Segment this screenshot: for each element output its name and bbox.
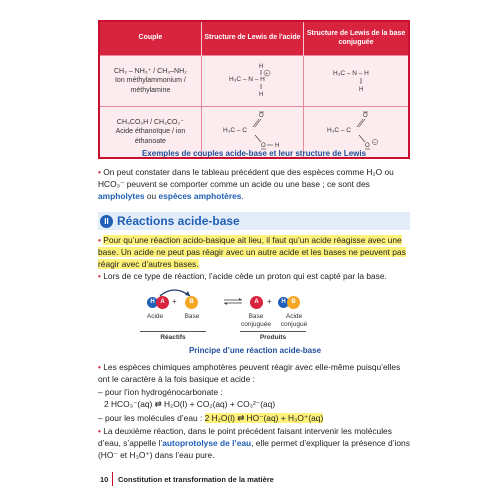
species-a-conj-base: A [250, 296, 263, 309]
paragraph-rule [98, 234, 412, 270]
paragraph-text: La deuxième réaction, dans le point précédent faisant intervenir les molécules d’eau, s’appelle l’ [98, 426, 392, 448]
paragraph-text: Lors de ce type de réaction, l’acide cède un proton qui est capté par la base. [103, 271, 387, 281]
table-row [99, 56, 409, 107]
proton-h-acid: H [147, 297, 158, 308]
couple-formula: CH₃CO₂H / CH₃CO₂⁻ [116, 118, 184, 126]
species-a-acid: A [156, 296, 169, 309]
line-water [98, 412, 323, 424]
highlighted-text: Pour qu’une réaction acido-basique ait lieu, il faut qu’un acide réagisse avec une base. Un acide ne peut pas réagir avec un autre acide et les bases ne peuvent pas réagir avec d’autres bases. [98, 235, 406, 269]
lewis-structure-methylammonium [207, 59, 297, 99]
paragraph-text: – pour les molécules d’eau : [98, 413, 205, 423]
lewis-table [98, 20, 410, 159]
table-header-couple: Couple [99, 21, 201, 56]
label-produits: Produits [259, 334, 287, 341]
table-header-acid: Structure de Lewis de l'acide [201, 21, 303, 56]
svg-text:O: O [363, 113, 368, 120]
svg-text:O: O [261, 143, 267, 150]
couple-name: Acide éthanoïque / ion éthanoate [115, 128, 186, 145]
table-caption: Exemples de couples acide-base et leur structure de Lewis [141, 149, 367, 158]
diagram-caption: Principe d’une réaction acide-base [188, 346, 322, 355]
section-title [100, 214, 240, 228]
term-autoprotolyse: autoprotolyse de l’eau [162, 438, 252, 448]
paragraph-text: . [241, 191, 244, 201]
table-cell-base [304, 56, 409, 107]
plus-sign: + [267, 297, 272, 306]
lewis-structure-ethanoic-acid [207, 109, 297, 151]
paragraph-text: , elle permet d’expliquer la présence d’ions (HO⁻ et H₃O⁺) dans l’eau pure. [98, 438, 410, 460]
label-acide-conjugue: Acide conjugué [280, 313, 308, 328]
plus-sign: + [172, 297, 177, 306]
equation-water: 2 H₂O(l) ⇄ HO⁻(aq) + H₃O⁺(aq) [204, 413, 324, 423]
bullet-icon: • [98, 271, 101, 281]
footer-title: Constitution et transformation de la matière [118, 475, 274, 484]
products-bracket [240, 331, 306, 332]
table-cell-couple [99, 56, 201, 107]
svg-text:H: H [275, 143, 280, 150]
couple-name: Ion méthylammonium / méthylamine [114, 77, 186, 94]
svg-text:H: H [359, 87, 364, 94]
line-hydrogenocarbonate: – pour l’ion hydrogénocarbonate : [98, 387, 223, 397]
svg-text:H: H [259, 64, 264, 71]
svg-text:+: + [265, 71, 269, 78]
svg-text:−: − [373, 140, 377, 147]
label-acide: Acide [146, 313, 164, 320]
equation-hco3: 2 HCO₃⁻(aq) ⇄ H₂O(l) + CO₂(aq) + CO₃²⁻(aq) [104, 399, 276, 409]
footer-divider [112, 472, 113, 486]
reactants-bracket [140, 331, 206, 332]
paragraph-ampholytes [98, 166, 412, 202]
paragraph-text: On peut constater dans le tableau précédent que des espèces comme H₂O ou HCO₃⁻ peuvent se comporter comme un acide ou une base ; ce sont des [98, 167, 394, 189]
section-title-text: Réactions acide-base [117, 214, 240, 228]
table-cell-acid [201, 56, 303, 107]
bullet-icon: • [98, 235, 101, 245]
term-ampholytes: ampholytes [98, 191, 145, 201]
proton-h-conj-acid: H [278, 297, 289, 308]
proton-transfer-arrow [160, 290, 190, 296]
acid-structure-text: H₃C – C [223, 127, 248, 135]
svg-text:H: H [259, 92, 264, 99]
paragraph-text: Les espèces chimiques amphotères peuvent réagir avec elle-même puisqu’elles ont le caractère à la fois basique et acide : [98, 362, 401, 384]
section-number: II [100, 215, 113, 228]
label-base: Base [184, 313, 200, 320]
bullet-icon: • [98, 362, 101, 372]
svg-text:O: O [365, 143, 370, 150]
page-number: 10 [100, 475, 109, 484]
table-header-base: Structure de Lewis de la base conjuguée [304, 21, 409, 56]
label-base-conjuguee: Base conjuguée [241, 313, 271, 328]
paragraph-autoprotolysis [98, 425, 412, 461]
lewis-structure-ethanoate [311, 109, 401, 151]
couple-formula: CH₃ – NH₃⁺ / CH₃–NH₂ [113, 67, 187, 75]
species-b-base: B [185, 296, 198, 309]
lewis-structure-methylamine [311, 59, 401, 99]
bullet-icon: • [98, 426, 101, 436]
paragraph-amphoteric [98, 361, 412, 385]
base-structure-text: H₃C – N – H [333, 70, 369, 78]
paragraph-proton [98, 270, 412, 282]
species-b-conj-acid: B [287, 296, 300, 309]
svg-text:O: O [259, 113, 265, 120]
term-amphoteres: espèces amphotères [158, 191, 242, 201]
bullet-icon: • [98, 167, 101, 177]
label-reactifs: Réactifs [160, 334, 186, 341]
paragraph-text: ou [144, 191, 159, 201]
base-structure-text: H₃C – C [327, 127, 352, 135]
acid-structure-text: H₃C – N – H [229, 76, 266, 84]
